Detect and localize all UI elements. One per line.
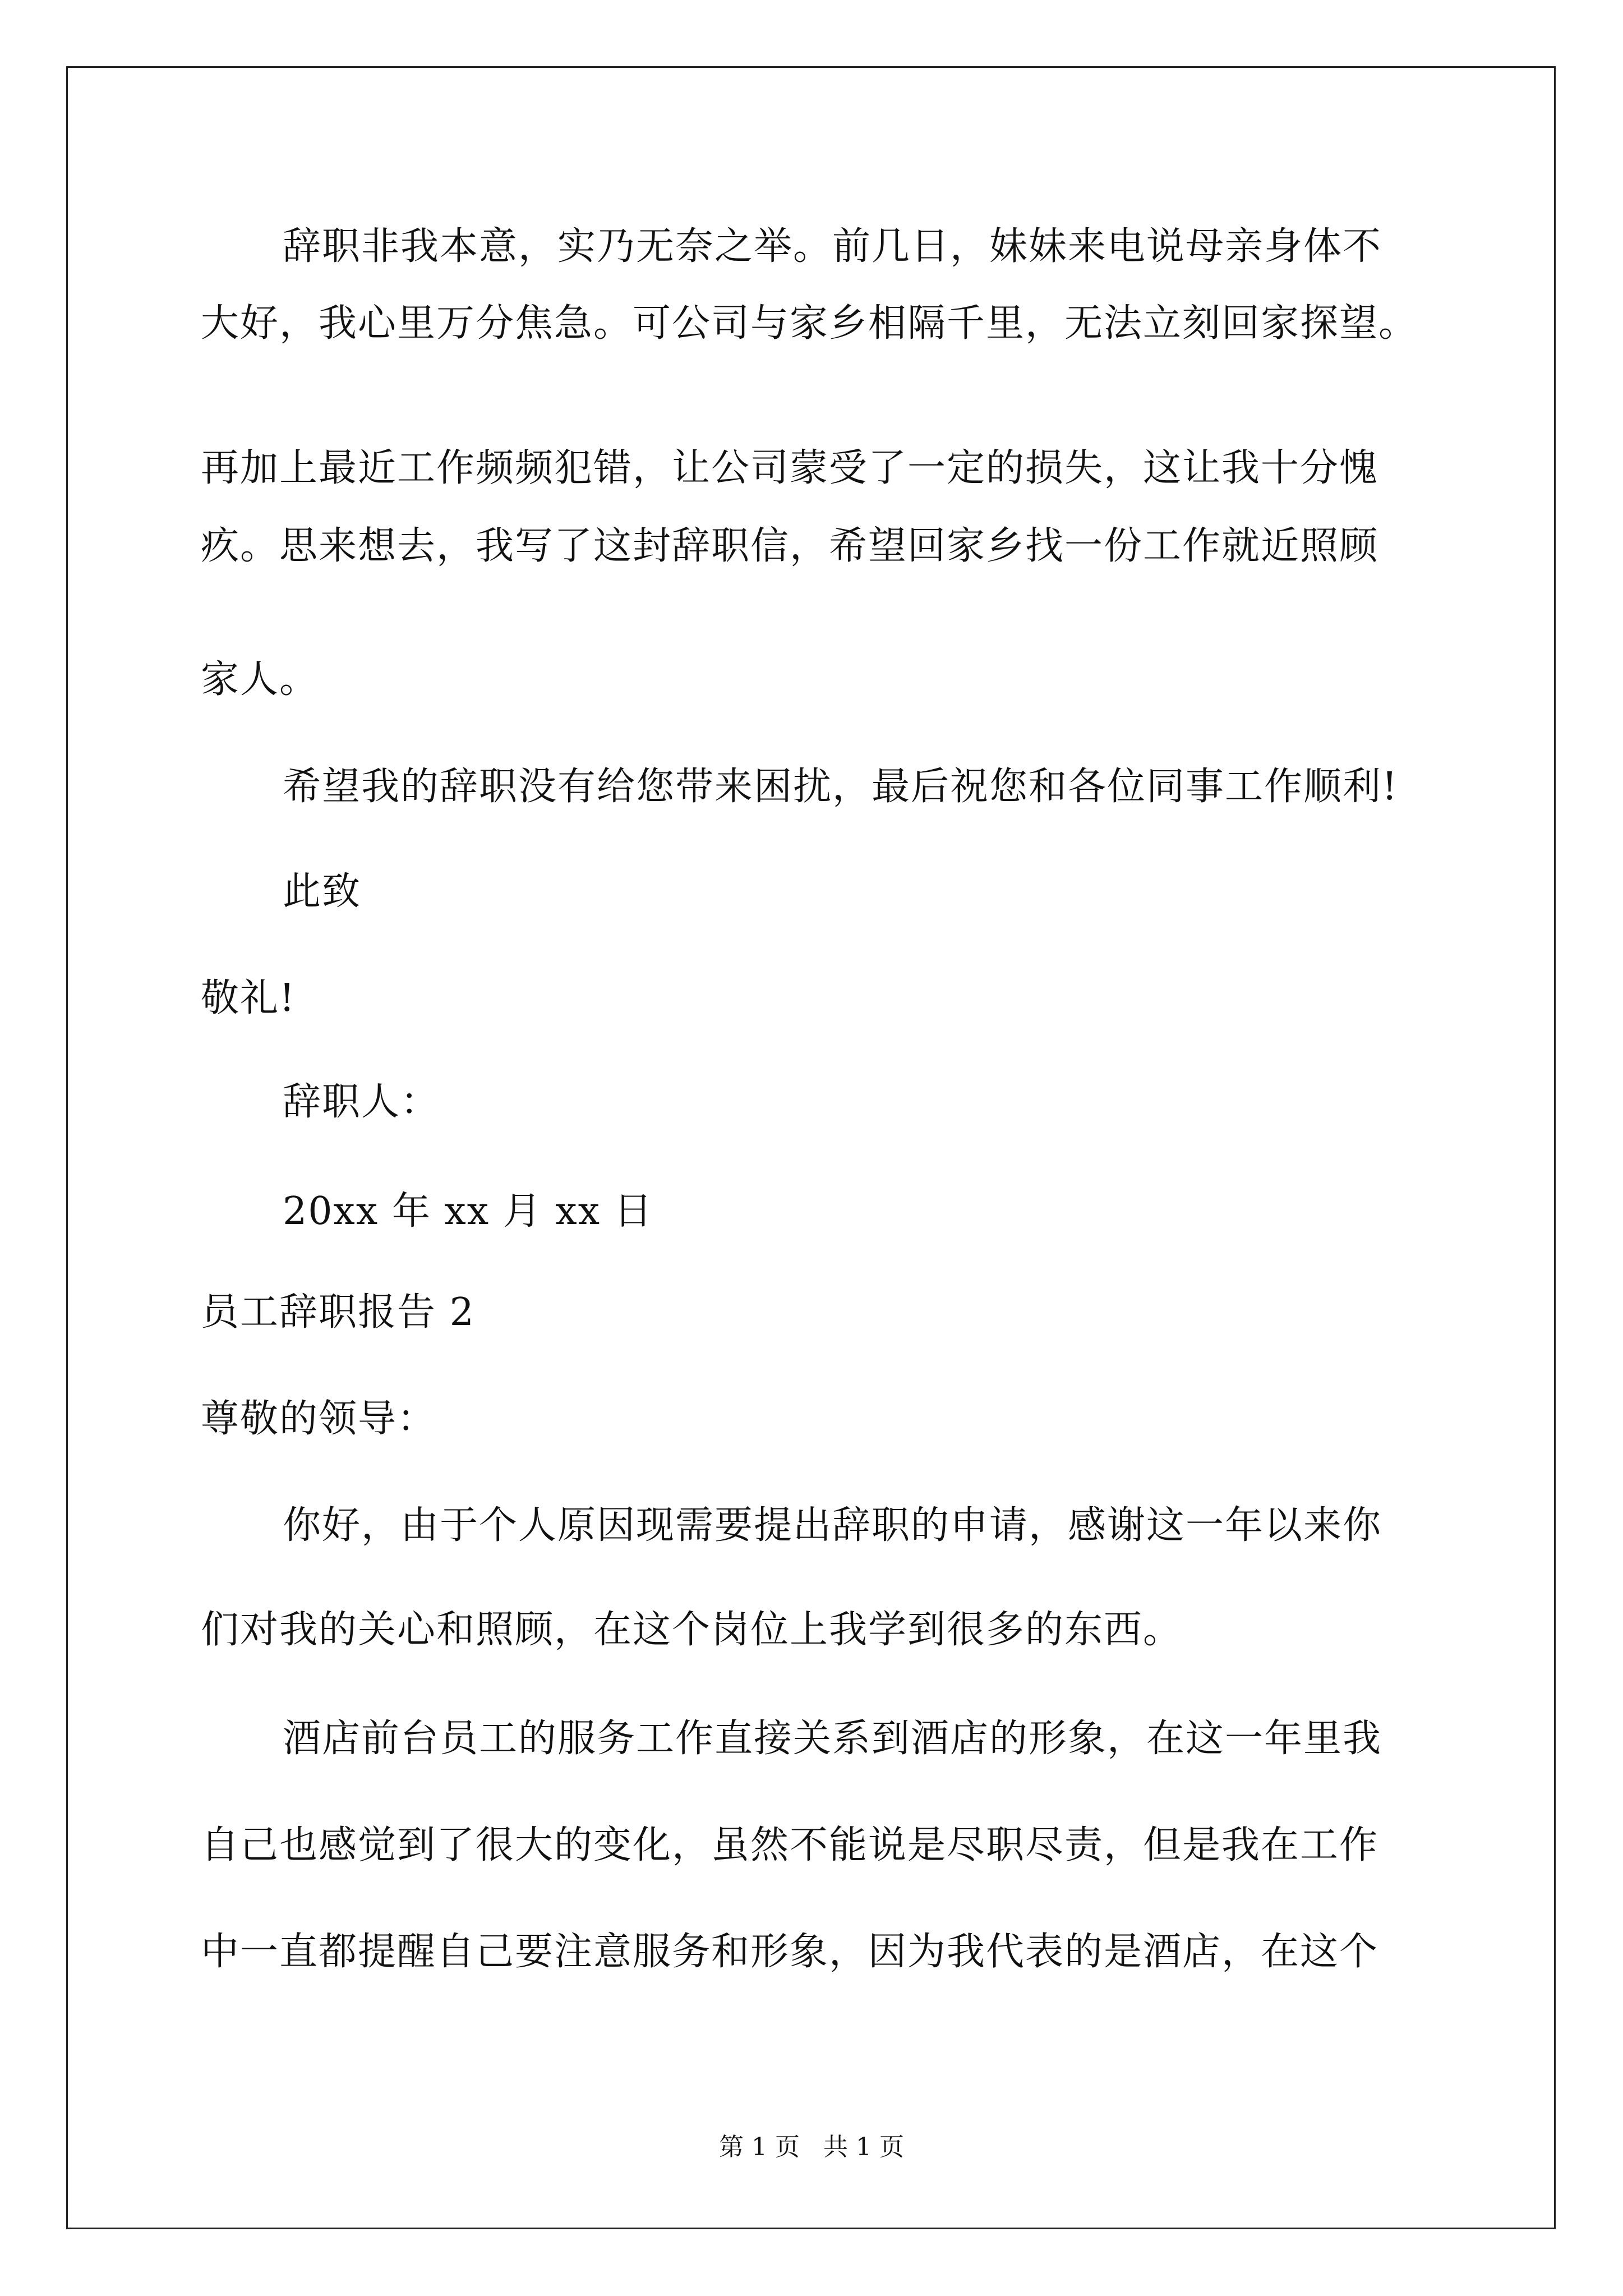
- paragraph-line: 家人。: [201, 657, 319, 702]
- section-title: 员工辞职报告 2: [201, 1290, 475, 1335]
- greeting: 尊敬的领导：: [201, 1397, 437, 1441]
- paragraph-line: 辞职非我本意，实乃无奈之举。前几日，妹妹来电说母亲身体不: [283, 224, 1382, 269]
- page-number: 第 1 页: [719, 2133, 800, 2161]
- page-border: [66, 66, 1556, 2229]
- paragraph-line: 希望我的辞职没有给您带来困扰，最后祝您和各位同事工作顺利!: [283, 765, 1399, 809]
- paragraph-line: 大好，我心里万分焦急。可公司与家乡相隔千里，无法立刻回家探望。: [201, 301, 1418, 346]
- signer-label: 辞职人：: [283, 1080, 440, 1124]
- paragraph-line: 中一直都提醒自己要注意服务和形象，因为我代表的是酒店，在这个: [201, 1930, 1379, 1974]
- date-line: 20xx 年 xx 月 xx 日: [283, 1189, 653, 1234]
- paragraph-line: 酒店前台员工的服务工作直接关系到酒店的形象，在这一年里我: [283, 1717, 1382, 1761]
- page-total: 共 1 页: [823, 2133, 904, 2161]
- page-footer: [0, 2132, 1623, 2163]
- closing-salutation: 此致: [283, 869, 362, 914]
- paragraph-line: 自己也感觉到了很大的变化，虽然不能说是尽职尽责，但是我在工作: [201, 1823, 1379, 1867]
- paragraph-line: 疚。思来想去，我写了这封辞职信，希望回家乡找一份工作就近照顾: [201, 524, 1379, 568]
- paragraph-line: 再加上最近工作频频犯错，让公司蒙受了一定的损失，这让我十分愧: [201, 446, 1379, 490]
- paragraph-line: 们对我的关心和照顾，在这个岗位上我学到很多的东西。: [201, 1608, 1183, 1652]
- paragraph-line: 你好，由于个人原因现需要提出辞职的申请，感谢这一年以来你: [283, 1503, 1382, 1548]
- closing-regards: 敬礼!: [201, 976, 296, 1020]
